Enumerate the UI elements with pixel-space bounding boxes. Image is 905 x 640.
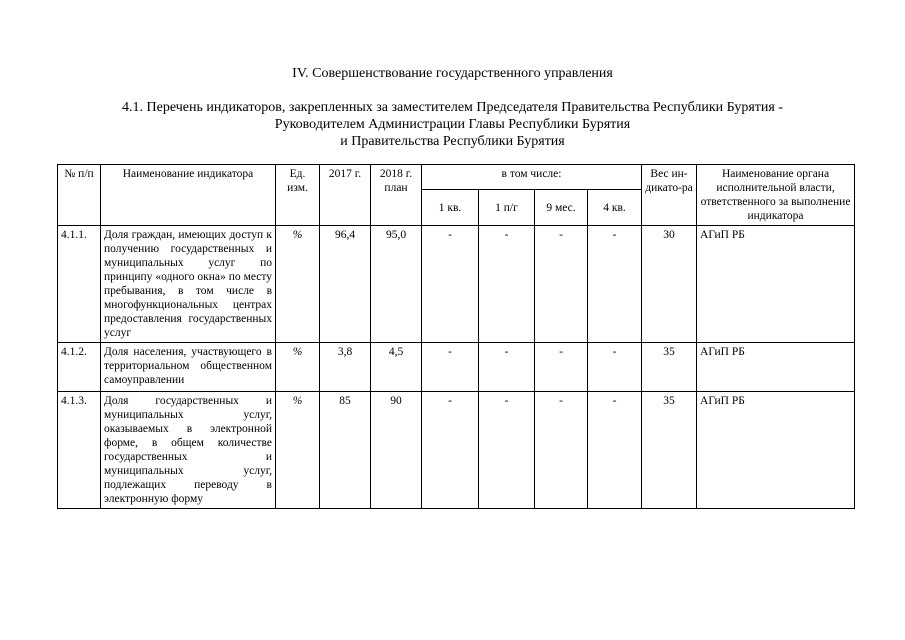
row-9m: - [535, 343, 588, 392]
row-organ: АГиП РБ [697, 226, 855, 343]
subsection-title-line-2: Руководителем Администрации Главы Республики Бурятия [274, 117, 631, 132]
row-organ: АГиП РБ [697, 392, 855, 509]
row-weight: 35 [642, 392, 697, 509]
row-q4: - [588, 226, 642, 343]
header-2018: 2018 г. план [371, 165, 422, 226]
table-row [58, 343, 855, 392]
row-q1: - [422, 343, 479, 392]
row-2018: 95,0 [371, 226, 422, 343]
header-organ: Наименование органа исполнительной власти, ответственного за выполнение индикатора [697, 165, 855, 226]
subsection-title [0, 99, 905, 150]
table-row [58, 392, 855, 509]
header-name: Наименование индикатора [101, 165, 276, 226]
row-organ: АГиП РБ [697, 343, 855, 392]
row-h1: - [479, 343, 535, 392]
row-9m: - [535, 226, 588, 343]
header-2017: 2017 г. [320, 165, 371, 226]
row-h1: - [479, 226, 535, 343]
row-num: 4.1.1. [58, 226, 101, 343]
header-h1: 1 п/г [479, 190, 535, 226]
table-row [58, 226, 855, 343]
header-num: № п/п [58, 165, 101, 226]
header-including: в том числе: [422, 165, 642, 190]
row-unit: % [276, 343, 320, 392]
row-2017: 96,4 [320, 226, 371, 343]
row-2017: 3,8 [320, 343, 371, 392]
row-num: 4.1.3. [58, 392, 101, 509]
indicators-table [57, 164, 855, 509]
row-q4: - [588, 392, 642, 509]
row-weight: 30 [642, 226, 697, 343]
header-q4: 4 кв. [588, 190, 642, 226]
row-2018: 4,5 [371, 343, 422, 392]
row-9m: - [535, 392, 588, 509]
subsection-title-line-1: 4.1. Перечень индикаторов, закрепленных за заместителем Председателя Правительства Республики Бурятия - [122, 100, 783, 115]
row-q1: - [422, 392, 479, 509]
row-2018: 90 [371, 392, 422, 509]
row-name: Доля государственных и муниципальных услуг, оказываемых в электронной форме, в общем количестве государственных и муниципальных услуг, подлежащих переводу в электронную форму [101, 392, 276, 509]
row-num: 4.1.2. [58, 343, 101, 392]
table-header-row [58, 165, 855, 190]
row-name: Доля населения, участвующего в территориальном общественном самоуправлении [101, 343, 276, 392]
header-9m: 9 мес. [535, 190, 588, 226]
row-weight: 35 [642, 343, 697, 392]
subsection-title-line-3: и Правительства Республики Бурятия [340, 134, 565, 149]
header-q1: 1 кв. [422, 190, 479, 226]
row-q1: - [422, 226, 479, 343]
header-weight: Вес ин-дикато-ра [642, 165, 697, 226]
row-unit: % [276, 226, 320, 343]
row-h1: - [479, 392, 535, 509]
section-title: IV. Совершенствование государственного управления [292, 66, 613, 81]
row-2017: 85 [320, 392, 371, 509]
row-unit: % [276, 392, 320, 509]
row-q4: - [588, 343, 642, 392]
header-unit: Ед. изм. [276, 165, 320, 226]
row-name: Доля граждан, имеющих доступ к получению государственных и муниципальных услуг по принципу «одного окна» по месту пребывания, в том числе в многофункциональных центрах предоставления государственных услуг [101, 226, 276, 343]
